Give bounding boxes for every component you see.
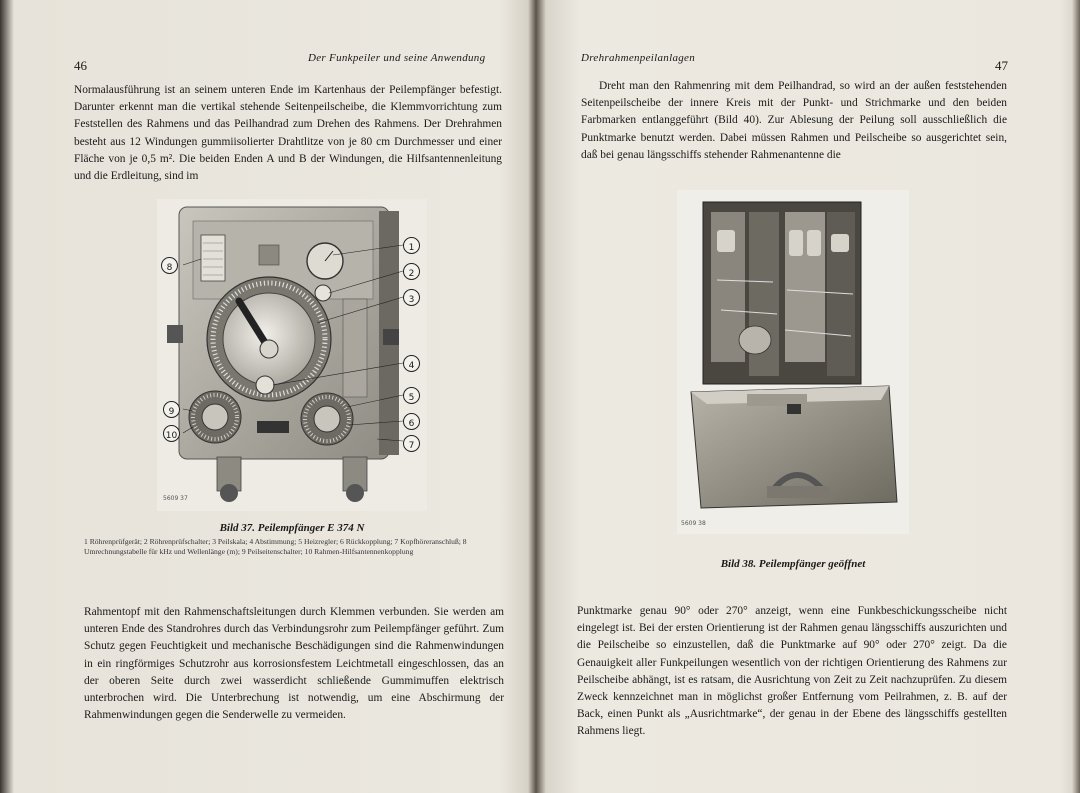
page-number-right: 47 bbox=[995, 58, 1008, 73]
paragraph: Normalausführung ist an seinem unteren Ende im Kartenhaus der Peilempfänger befestigt. Darunter erkennt man die vertikal stehende Seitenpeilscheibe, die Klemmvorrichtung zum Feststellen des Rahmens und das Peilhandrad zum Drehen des Rahmens. Der Drehrahmen besteht aus 12 Windungen gummiisolierter Drahtlitze von je 80 cm Durchmesser und einer Fläche von je 0,5 m². Die beiden Enden A und B der Windungen, die Hilfsantennenleitung und die Erdleitung, sind im bbox=[74, 84, 502, 183]
callout-1: 1 bbox=[403, 237, 420, 254]
body-text-top-right bbox=[581, 78, 1007, 164]
callout-5: 5 bbox=[403, 387, 420, 404]
callout-9: 9 bbox=[163, 401, 180, 418]
callout-3: 3 bbox=[403, 289, 420, 306]
callout-6: 6 bbox=[403, 413, 420, 430]
running-head-right: Drehrahmenpeilanlagen bbox=[581, 52, 696, 64]
callout-7: 7 bbox=[403, 435, 420, 452]
body-text-bottom-left bbox=[84, 604, 504, 724]
callout-2: 2 bbox=[403, 263, 420, 280]
body-text-bottom-right bbox=[577, 603, 1007, 741]
right-page bbox=[545, 0, 1080, 793]
figure-open-receiver-image bbox=[677, 190, 909, 534]
figure-receiver-image bbox=[157, 199, 427, 511]
paragraph: Punktmarke genau 90° oder 270° anzeigt, wenn eine Funkbeschickungsscheibe nicht eingelegt ist. Bei der ersten Orientierung ist der Rahmen genau längsschiffs auszurichten und die Peilscheibe so einzustellen, daß die Punktmarke auf 90° oder 270° zeigt. Da die Genauigkeit aller Funkpeilungen wesentlich von der richtigen Orientierung des Rahmens zur Peilscheibe abhängt, ist es ratsam, die Ausrichtung von Zeit zu Zeit nachzuprüfen. Zu diesem Zweck kennzeichnet man in möglichst großer Entfernung vom Peilrahmen, z. B. auf der Back, einen Punkt als „Ausrichtmarke“, der genau in der Ebene des längsschiffs gestellten Rahmens liegt. bbox=[577, 605, 1007, 738]
callout-4: 4 bbox=[403, 355, 420, 372]
receiver-illustration bbox=[157, 199, 427, 511]
page-number-left: 46 bbox=[74, 58, 87, 73]
figure-legend-left: 1 Röhrenprüfgerät; 2 Röhrenprüfschalter; 3 Peilskala; 4 Abstimmung; 5 Heizregler; 6 Rückkopplung; 7 Kopfhöreranschluß; 8 Umrechnungstabelle für kHz und Wellenlänge (m); 9 Peilseitenschalter; 10 Rahmen-Hilfsantennenkopplung bbox=[84, 537, 467, 557]
figure-caption-right: Bild 38. Peilempfänger geöffnet bbox=[720, 558, 866, 570]
body-text-top-left bbox=[74, 82, 502, 185]
plate-mark-right: 5609 38 bbox=[681, 520, 706, 527]
running-head-left: Der Funkpeiler und seine Anwendung bbox=[308, 52, 486, 64]
plate-mark-left: 5609 37 bbox=[163, 495, 188, 502]
callout-10: 10 bbox=[163, 425, 180, 442]
paragraph: Dreht man den Rahmenring mit dem Peilhandrad, so wird an der außen feststehenden Seitenpeilscheibe der innere Kreis mit der Punkt- und Strichmarke und den beiden Farbmarken entlanggeführt (Bild 40). Zur Ablesung der Peilung soll ausschließlich die Punktmarke benutzt werden. Dabei müssen Rahmen und Peilscheibe so ausgerichtet sein, daß bei genau längsschiffs stehender Rahmenantenne die bbox=[581, 80, 1007, 161]
callout-8: 8 bbox=[161, 257, 178, 274]
open-receiver-illustration bbox=[677, 190, 909, 534]
figure-caption-left: Bild 37. Peilempfänger E 374 N bbox=[219, 522, 365, 534]
paragraph: Rahmentopf mit den Rahmenschaftsleitungen durch Klemmen verbunden. Sie werden am unteren Ende des Standrohres durch das Verbindungsrohr zum Peilempfänger geführt. Zum Schutz gegen Feuchtigkeit und mechanische Beschädigungen sind die Rahmenwindungen in ein ringförmiges Schutzrohr aus korrosionsfestem Leichtmetall eingeschlossen, das an der oberen Seite durch zwei wasserdicht schließende Gummimuffen elektrisch unterbrochen wird. Die Unterbrechung ist notwendig, um eine Abschirmung der Rahmenwindungen gegen die Senderwelle zu vermeiden. bbox=[84, 606, 504, 722]
left-page bbox=[0, 0, 535, 793]
